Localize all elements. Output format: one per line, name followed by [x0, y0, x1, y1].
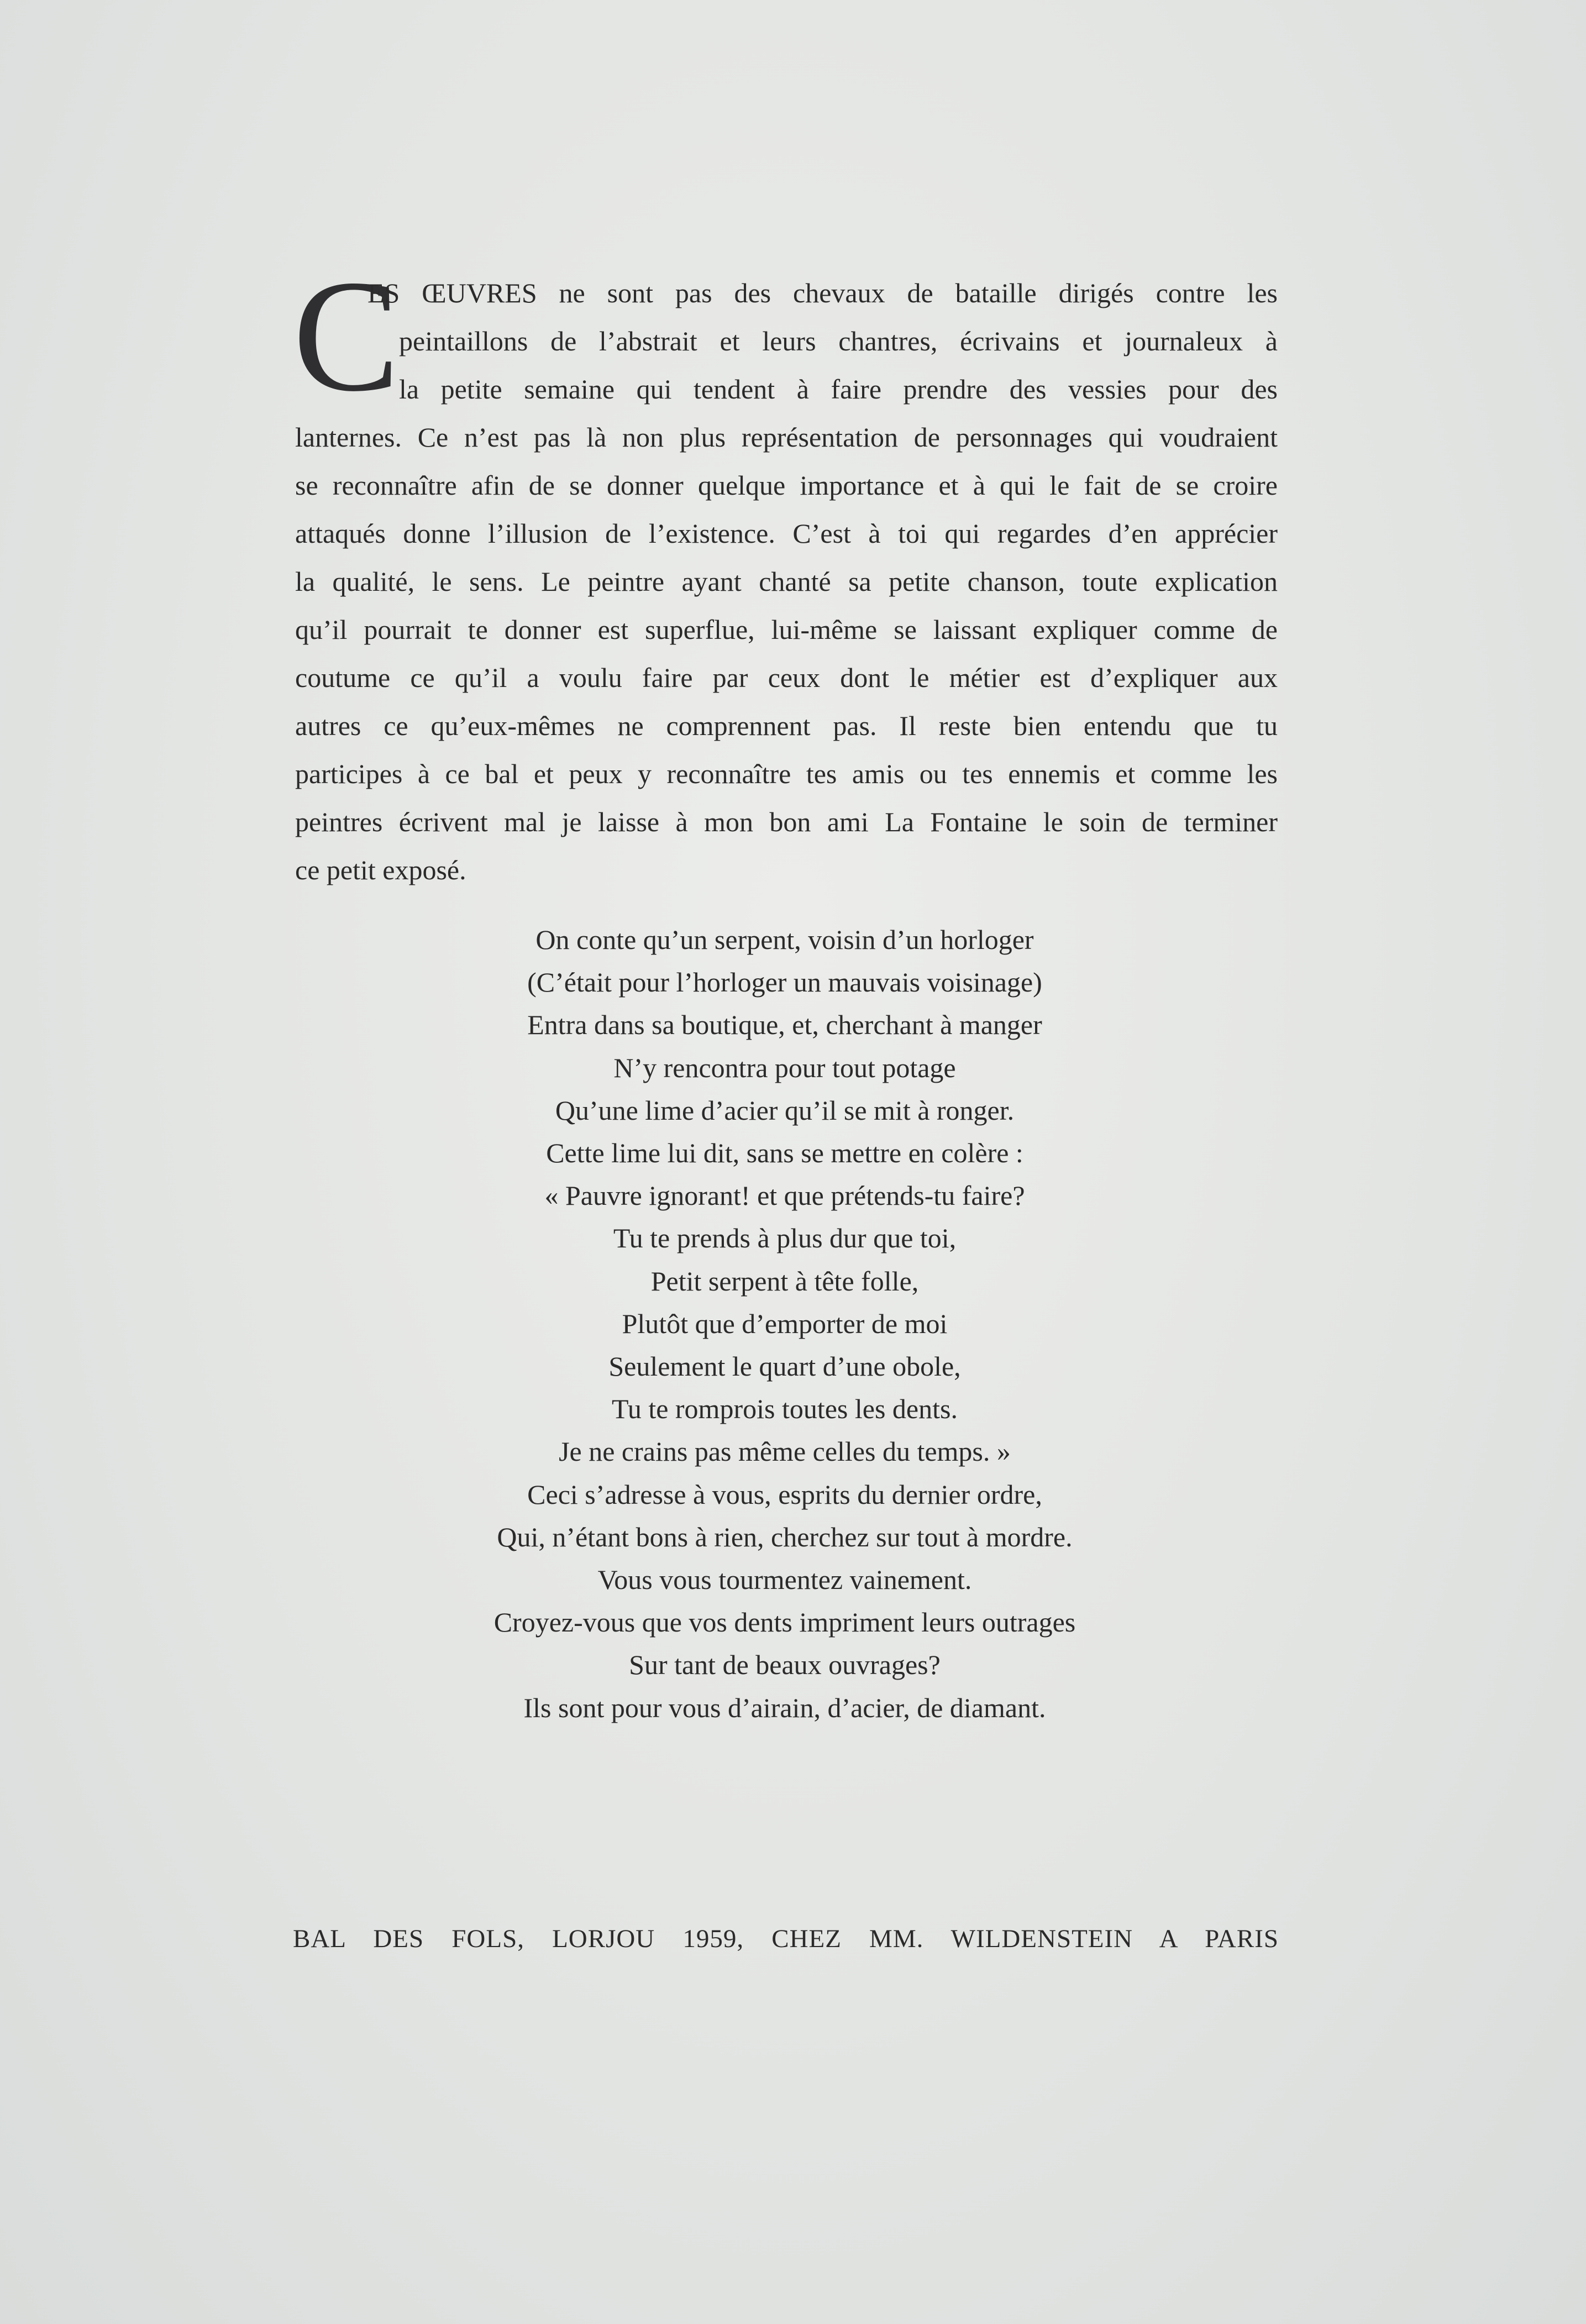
- prose-line: la qualité, le sens. Le peintre ayant chanté sa petite chanson, toute explication: [295, 566, 1278, 597]
- poem-line: Cette lime lui dit, sans se mettre en colère :: [546, 1137, 1023, 1168]
- prose-line: coutume ce qu’il a voulu faire par ceux dont le métier est d’expliquer aux: [295, 662, 1278, 693]
- poem-line: On conte qu’un serpent, voisin d’un horloger: [535, 924, 1034, 955]
- footer-caption: BAL DES FOLS, LORJOU 1959, CHEZ MM. WILDENSTEIN A PARIS: [293, 1924, 1279, 1953]
- prose-line: ES ŒUVRES ne sont pas des chevaux de bataille dirigés contre les: [367, 277, 1278, 308]
- prose-line: ce petit exposé.: [295, 854, 466, 885]
- poem-line: Ils sont pour vous d’airain, d’acier, de diamant.: [523, 1692, 1046, 1723]
- prose-line: se reconnaître afin de se donner quelque importance et à qui le fait de se croire: [295, 470, 1278, 501]
- prose-line: autres ce qu’eux-mêmes ne comprennent pas. Il reste bien entendu que tu: [295, 710, 1278, 741]
- poem-line: Tu te prends à plus dur que toi,: [613, 1223, 957, 1254]
- poem-line: Plutôt que d’emporter de moi: [622, 1308, 948, 1339]
- poem-line: Je ne crains pas même celles du temps. »: [559, 1436, 1011, 1467]
- poem-line: (C’était pour l’horloger un mauvais voisinage): [527, 967, 1042, 998]
- poem-line: Qu’une lime d’acier qu’il se mit à ronger.: [555, 1094, 1015, 1126]
- prose-line: peintaillons de l’abstrait et leurs chantres, écrivains et journaleux à: [399, 326, 1278, 356]
- prose-line: participes à ce bal et peux y reconnaître tes amis ou tes ennemis et comme les: [295, 758, 1278, 789]
- poem-line: Tu te romprois toutes les dents.: [612, 1393, 958, 1425]
- prose-line: qu’il pourrait te donner est superflue, lui-même se laissant expliquer comme de: [295, 614, 1278, 645]
- poem-line: « Pauvre ignorant! et que prétends-tu faire?: [544, 1180, 1025, 1211]
- poem-line: Entra dans sa boutique, et, cherchant à manger: [527, 1009, 1042, 1041]
- poem-line: Ceci s’adresse à vous, esprits du dernier ordre,: [527, 1478, 1042, 1510]
- poem-line: Petit serpent à tête folle,: [650, 1265, 919, 1297]
- poem-line: N’y rencontra pour tout potage: [613, 1052, 956, 1083]
- prose-line: lanternes. Ce n’est pas là non plus représentation de personnages qui voudraient: [295, 422, 1278, 453]
- poem-line: Seulement le quart d’une obole,: [608, 1351, 961, 1382]
- poem-line: Croyez-vous que vos dents impriment leurs outrages: [493, 1607, 1076, 1638]
- drop-cap: C: [293, 247, 400, 424]
- poem-line: Qui, n’étant bons à rien, cherchez sur tout à mordre.: [497, 1521, 1073, 1552]
- prose-line: peintres écrivent mal je laisse à mon bon ami La Fontaine le soin de terminer: [295, 806, 1278, 837]
- poem-line: Vous vous tourmentez vainement.: [597, 1564, 972, 1595]
- prose-line: la petite semaine qui tendent à faire prendre des vessies pour des: [399, 374, 1278, 405]
- poem-line: Sur tant de beaux ouvrages?: [629, 1649, 941, 1681]
- prose-line: attaqués donne l’illusion de l’existence. C’est à toi qui regardes d’en apprécier: [295, 518, 1278, 549]
